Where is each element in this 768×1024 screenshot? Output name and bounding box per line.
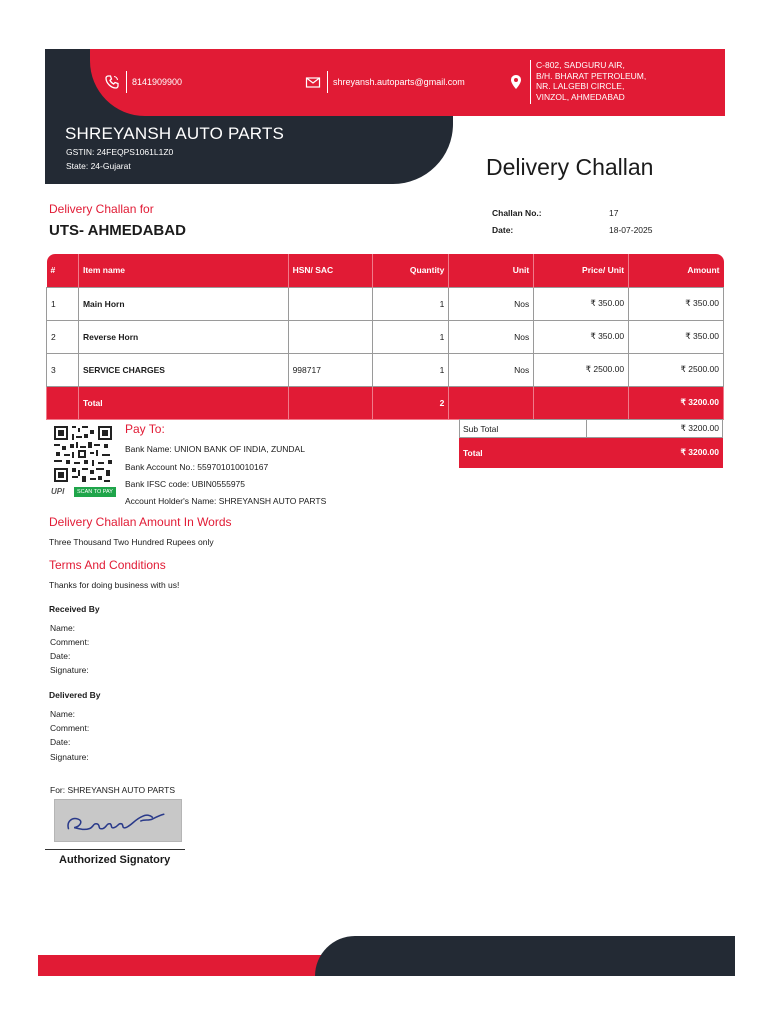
cell-amount: ₹ 350.00 [629, 287, 724, 320]
location-pin-icon [508, 74, 524, 90]
received-signature-label: Signature: [50, 665, 89, 675]
delivered-name-label: Name: [50, 709, 76, 719]
address-line: C-802, SADGURU AIR, [536, 60, 625, 70]
address-contact [508, 60, 646, 104]
cell-item-name: SERVICE CHARGES [78, 353, 288, 386]
column-header: HSN/ SAC [288, 254, 373, 287]
cell-quantity: 1 [373, 320, 449, 353]
amount-words-text: Three Thousand Two Hundred Rupees only [49, 537, 214, 547]
table-total-row [47, 386, 724, 419]
cell-index: 3 [47, 353, 79, 386]
total-amount: ₹ 3200.00 [629, 386, 724, 419]
table-row [47, 353, 724, 386]
subtotal-row [460, 420, 723, 438]
cell-hsn: 998717 [288, 353, 373, 386]
received-date-label: Date: [50, 651, 71, 661]
table-row [47, 287, 724, 320]
challan-no-value: 17 [609, 208, 619, 218]
divider [530, 60, 531, 104]
terms-title: Terms And Conditions [49, 558, 166, 572]
cell-amount: ₹ 350.00 [629, 320, 724, 353]
address-line: VINZOL, AHMEDABAD [536, 91, 625, 102]
cell-empty [288, 386, 373, 419]
cell-unit: Nos [449, 353, 534, 386]
cell-price: ₹ 350.00 [534, 320, 629, 353]
scan-to-pay-badge: SCAN TO PAY [74, 487, 116, 497]
total-quantity: 2 [373, 386, 449, 419]
bank-ifsc: Bank IFSC code: UBIN0555975 [125, 479, 246, 489]
date-value: 18-07-2025 [609, 225, 653, 235]
document-title: Delivery Challan [486, 154, 654, 180]
total-label: Total [78, 386, 288, 419]
company-state: State: 24-Gujarat [66, 161, 131, 171]
divider [327, 71, 328, 93]
cell-item-name: Main Horn [78, 287, 288, 320]
bank-name: Bank Name: UNION BANK OF INDIA, ZUNDAL [125, 444, 305, 454]
column-header: Item name [78, 254, 288, 287]
account-holder: Account Holder's Name: SHREYANSH AUTO PARTS [125, 496, 327, 506]
for-company-label: For: SHREYANSH AUTO PARTS [50, 785, 176, 795]
pay-to-label: Pay To: [125, 422, 165, 436]
table-header-row [47, 254, 724, 287]
cell-hsn [288, 320, 373, 353]
delivered-date-label: Date: [50, 737, 71, 747]
signature-image [54, 799, 182, 842]
footer-dark-band [315, 936, 735, 976]
column-header: # [47, 254, 79, 287]
terms-text: Thanks for doing business with us! [49, 580, 180, 590]
cell-hsn [288, 287, 373, 320]
cell-unit: Nos [449, 287, 534, 320]
summary-total-row [460, 438, 723, 468]
cell-empty [534, 386, 629, 419]
cell-amount: ₹ 2500.00 [629, 353, 724, 386]
cell-item-name: Reverse Horn [78, 320, 288, 353]
mail-icon [305, 74, 321, 90]
phone-icon [104, 74, 120, 90]
challan-no-label: Challan No.: [492, 208, 542, 218]
address-block [536, 60, 646, 102]
upi-logo: UPI [51, 487, 65, 496]
column-header: Amount [629, 254, 724, 287]
address-line: NR. LALGEBI CIRCLE, [536, 81, 625, 91]
items-table [46, 254, 724, 420]
cell-quantity: 1 [373, 353, 449, 386]
delivered-by-title: Delivered By [49, 690, 101, 700]
bill-to-name: UTS- AHMEDABAD [49, 222, 186, 239]
phone-contact [104, 71, 182, 93]
subtotal-label: Sub Total [460, 420, 587, 438]
date-label: Date: [492, 225, 514, 235]
delivered-comment-label: Comment: [50, 723, 90, 733]
cell-price: ₹ 350.00 [534, 287, 629, 320]
bank-account-no: Bank Account No.: 559701010010167 [125, 462, 269, 472]
subtotal-value: ₹ 3200.00 [587, 420, 723, 438]
company-name: SHREYANSH AUTO PARTS [65, 124, 285, 143]
column-header: Price/ Unit [534, 254, 629, 287]
delivered-signature-label: Signature: [50, 752, 89, 762]
divider [126, 71, 127, 93]
cell-index: 1 [47, 287, 79, 320]
cell-unit: Nos [449, 320, 534, 353]
summary-table [459, 419, 723, 468]
summary-total-value: ₹ 3200.00 [587, 438, 723, 468]
company-gstin: GSTIN: 24FEQPS1061L1Z0 [66, 147, 174, 157]
summary-total-label: Total [460, 438, 587, 468]
amount-words-title: Delivery Challan Amount In Words [49, 515, 232, 529]
cell-index: 2 [47, 320, 79, 353]
received-name-label: Name: [50, 623, 76, 633]
received-comment-label: Comment: [50, 637, 90, 647]
cell-empty [47, 386, 79, 419]
phone-number[interactable]: 8141909900 [132, 77, 183, 87]
column-header: Quantity [373, 254, 449, 287]
bill-to-label: Delivery Challan for [49, 202, 154, 216]
column-header: Unit [449, 254, 534, 287]
cell-empty [449, 386, 534, 419]
email-address[interactable]: shreyansh.autoparts@gmail.com [333, 77, 465, 87]
cell-price: ₹ 2500.00 [534, 353, 629, 386]
address-line: B/H. BHARAT PETROLEUM, [536, 70, 647, 81]
received-by-title: Received By [49, 604, 100, 614]
qr-code-icon [52, 424, 114, 484]
authorized-signatory-label: Authorized Signatory [59, 854, 171, 866]
table-row [47, 320, 724, 353]
cell-quantity: 1 [373, 287, 449, 320]
signature-line [45, 849, 185, 850]
email-contact [305, 71, 465, 93]
